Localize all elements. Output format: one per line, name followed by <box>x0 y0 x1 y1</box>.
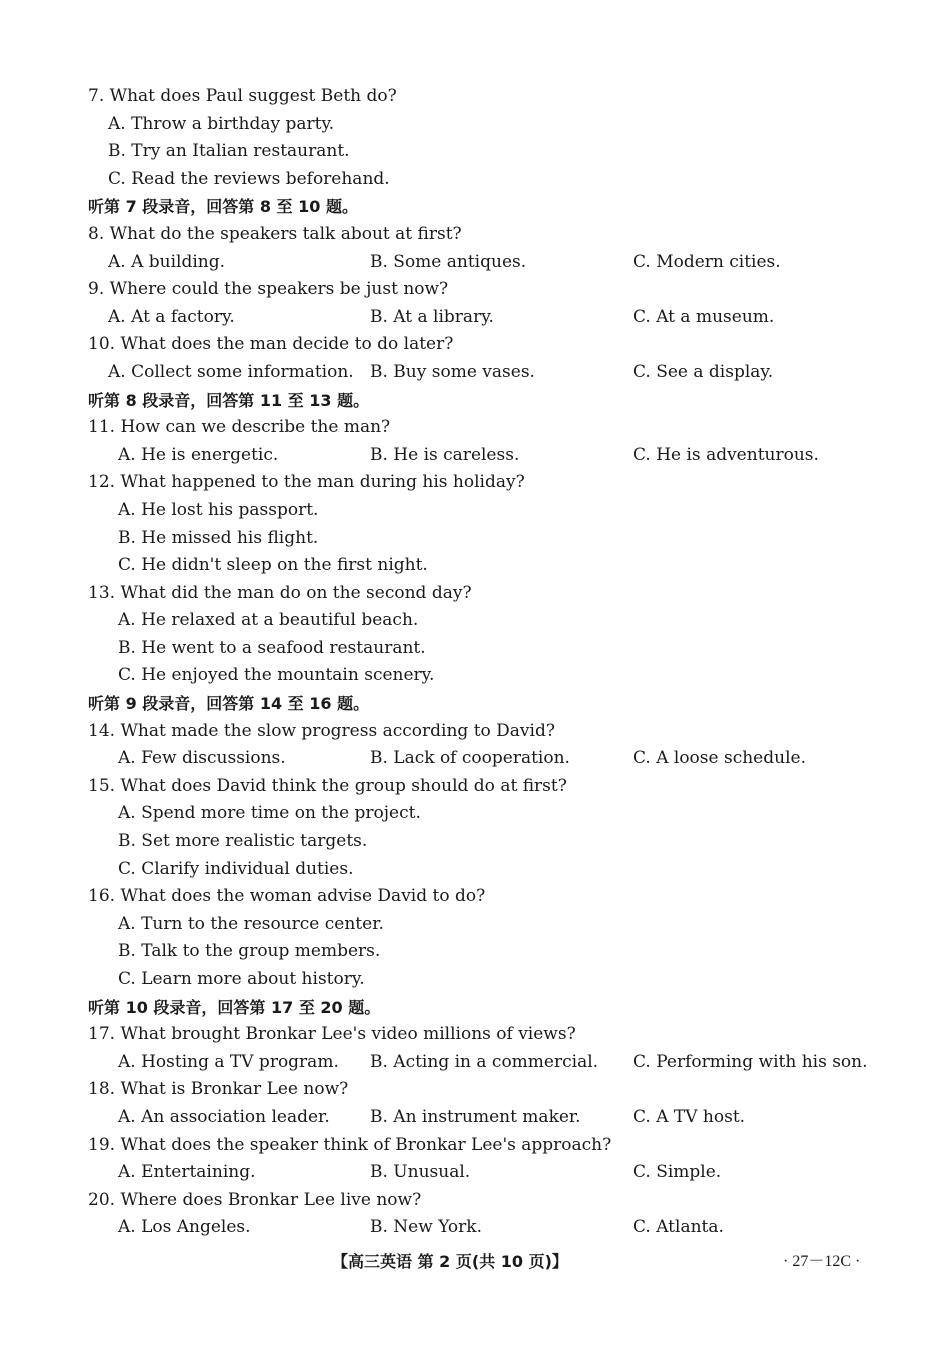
question-stem: 14. What made the slow progress according to David? <box>88 720 555 741</box>
answer-option: C. Clarify individual duties. <box>118 858 354 879</box>
answer-option: C. Learn more about history. <box>118 969 365 989</box>
section-instruction: 听第 9 段录音，回答第 14 至 16 题。 <box>88 694 370 714</box>
question-stem: 9. Where could the speakers be just now? <box>88 279 449 300</box>
answer-option: B. He went to a seafood restaurant. <box>118 637 426 658</box>
answer-option: B. Set more realistic targets. <box>118 831 368 852</box>
answer-option: B. Lack of cooperation. <box>370 748 570 769</box>
answer-option: A. Los Angeles. <box>118 1217 251 1238</box>
answer-option: B. Unusual. <box>370 1162 471 1183</box>
answer-option: A. An association leader. <box>118 1106 330 1127</box>
answer-option-row <box>88 1049 888 1077</box>
answer-option: B. He missed his flight. <box>118 527 319 548</box>
answer-option: C. At a museum. <box>633 306 775 327</box>
section-instruction: 听第 10 段录音，回答第 17 至 20 题。 <box>88 997 381 1017</box>
answer-option-row <box>88 1104 888 1132</box>
answer-option-row <box>88 745 888 773</box>
question-stem: 10. What does the man decide to do later? <box>88 334 454 355</box>
answer-option: B. New York. <box>370 1217 483 1238</box>
question-stem: 17. What brought Bronkar Lee's video millions of views? <box>88 1024 576 1045</box>
question-stem: 11. How can we describe the man? <box>88 417 391 438</box>
answer-option: C. Modern cities. <box>633 251 781 272</box>
question-stem: 19. What does the speaker think of Bronkar Lee's approach? <box>88 1134 612 1155</box>
answer-option: A. Turn to the resource center. <box>118 913 384 934</box>
answer-option: B. An instrument maker. <box>370 1106 581 1127</box>
answer-option-row <box>88 442 888 470</box>
footer-code: · 27－12C · <box>783 1253 861 1270</box>
question-stem: 15. What does David think the group should do at first? <box>88 775 567 796</box>
answer-option: B. Try an Italian restaurant. <box>108 141 350 162</box>
answer-option: C. A TV host. <box>633 1106 746 1127</box>
question-stem: 8. What do the speakers talk about at first? <box>88 223 462 244</box>
answer-option-row <box>88 1214 888 1242</box>
question-list <box>88 83 888 1242</box>
answer-option: C. See a display. <box>633 361 774 382</box>
answer-option: A. At a factory. <box>108 306 235 327</box>
answer-option: A. Hosting a TV program. <box>118 1051 339 1072</box>
answer-option: A. He relaxed at a beautiful beach. <box>118 610 419 631</box>
answer-option: B. He is careless. <box>370 444 520 465</box>
question-stem: 12. What happened to the man during his holiday? <box>88 472 525 493</box>
answer-option: A. A building. <box>108 251 226 272</box>
question-stem: 18. What is Bronkar Lee now? <box>88 1079 349 1100</box>
answer-option-row <box>88 1159 888 1187</box>
answer-option: A. Spend more time on the project. <box>118 803 421 824</box>
answer-option: C. Simple. <box>633 1162 722 1183</box>
answer-option: C. Read the reviews beforehand. <box>108 168 390 189</box>
answer-option: A. Throw a birthday party. <box>108 113 335 134</box>
section-instruction: 听第 8 段录音，回答第 11 至 13 题。 <box>88 390 370 410</box>
footer-page-info: 【高三英语 第 2 页(共 10 页)】 <box>332 1252 568 1271</box>
answer-option: A. Collect some information. <box>108 361 354 382</box>
answer-option: C. A loose schedule. <box>633 748 806 769</box>
answer-option: B. Acting in a commercial. <box>370 1051 599 1072</box>
answer-option: A. Few discussions. <box>118 748 286 769</box>
question-stem: 7. What does Paul suggest Beth do? <box>88 86 397 106</box>
answer-option: C. He enjoyed the mountain scenery. <box>118 665 435 686</box>
answer-option: B. At a library. <box>370 306 494 327</box>
answer-option: C. He didn't sleep on the first night. <box>118 555 428 576</box>
answer-option: B. Some antiques. <box>370 251 527 272</box>
page-footer <box>0 1248 950 1276</box>
answer-option-row <box>88 249 888 277</box>
section-instruction: 听第 7 段录音，回答第 8 至 10 题。 <box>88 197 358 217</box>
question-stem: 16. What does the woman advise David to do? <box>88 886 486 907</box>
answer-option-row <box>88 359 888 387</box>
question-stem: 13. What did the man do on the second day? <box>88 582 472 603</box>
answer-option-row <box>88 304 888 332</box>
answer-option: C. Atlanta. <box>633 1217 724 1238</box>
answer-option: C. Performing with his son. <box>633 1051 868 1072</box>
answer-option: A. Entertaining. <box>118 1162 256 1183</box>
question-stem: 20. Where does Bronkar Lee live now? <box>88 1189 422 1210</box>
answer-option: C. He is adventurous. <box>633 444 819 465</box>
answer-option: A. He is energetic. <box>118 444 279 465</box>
answer-option: B. Talk to the group members. <box>118 941 381 962</box>
answer-option: B. Buy some vases. <box>370 361 535 382</box>
answer-option: A. He lost his passport. <box>118 499 319 520</box>
